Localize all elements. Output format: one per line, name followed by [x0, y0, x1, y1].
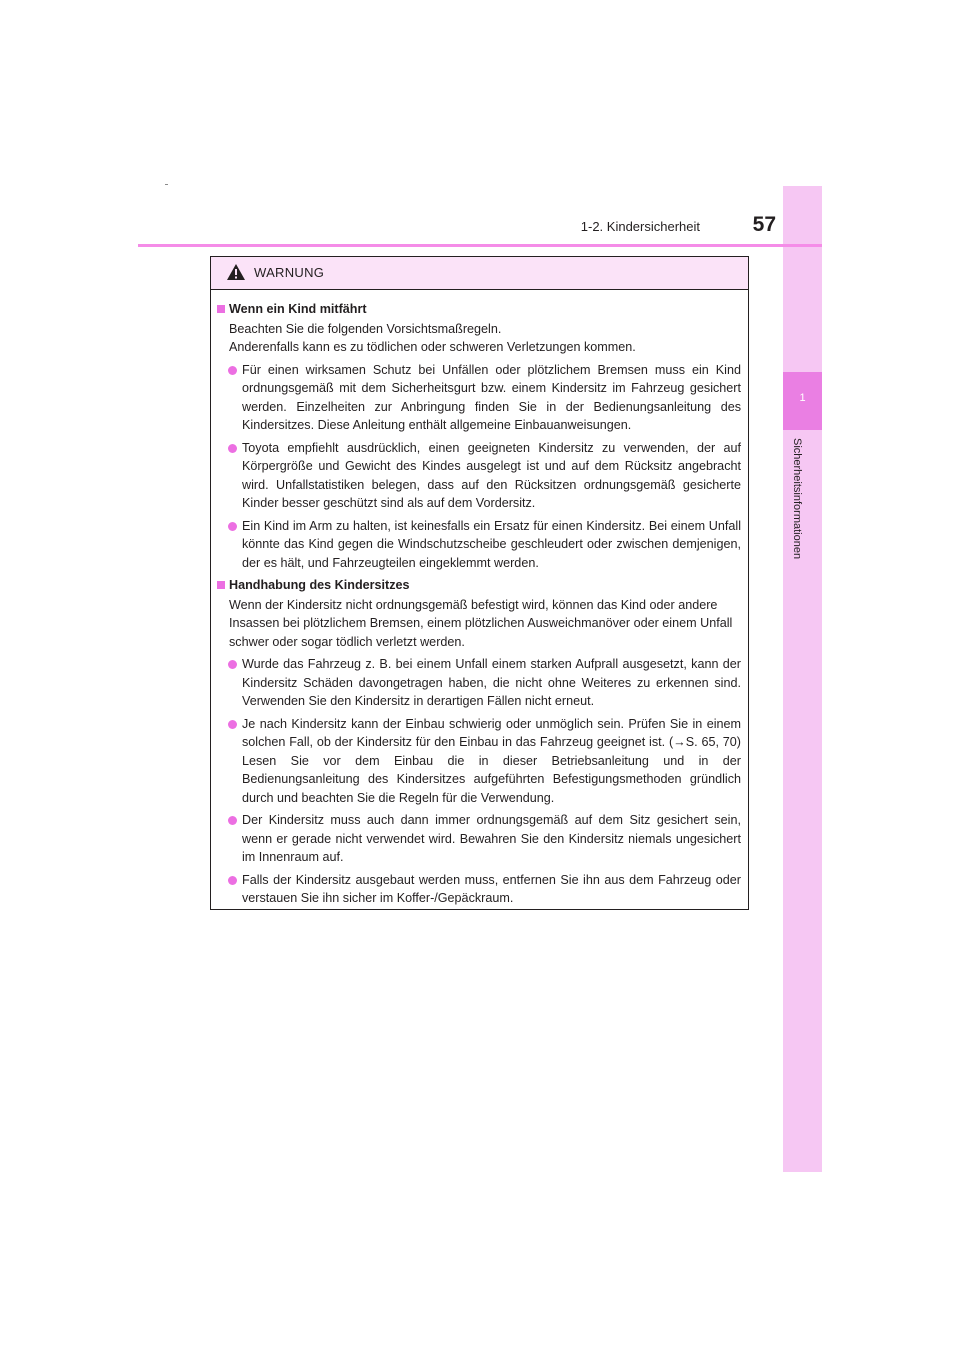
bullet-item — [217, 517, 741, 573]
round-bullet-icon — [228, 522, 237, 531]
intro-line: Beachten Sie die folgenden Vorsichtsmaßregeln. — [229, 321, 502, 336]
bullet-item — [217, 811, 741, 867]
bullet-text: Wurde das Fahrzeug z. B. bei einem Unfall einem starken Aufprall ausgesetzt, kann der Kindersitz Schäden davongetragen haben, die nicht ohne Weiteres zu erkennen sind. Verwenden Sie den Kindersitz in derartigen Fällen nicht erneut. — [242, 657, 741, 708]
page-number: 57 — [752, 213, 776, 236]
square-bullet-icon — [217, 581, 225, 589]
warning-header — [211, 257, 748, 290]
intro-line: Anderenfalls kann es zu tödlichen oder schweren Verletzungen kommen. — [229, 340, 636, 354]
bullet-text: Falls der Kindersitz ausgebaut werden muss, entfernen Sie ihn aus dem Fahrzeug oder verstauen Sie ihn sicher im Koffer-/Gepäckraum. — [242, 872, 741, 905]
intro-line: Wenn der Kindersitz nicht ordnungsgemäß befestigt wird, können das Kind oder andere Insassen bei plötzlichem Bremsen, einem plötzlichen Ausweichmanöver oder einem Unfall schwer oder sogar tödlich verletzt werden. — [229, 597, 733, 649]
section-heading — [217, 576, 741, 595]
bullet-item — [217, 655, 741, 711]
section-intro — [217, 596, 741, 652]
bullet-item — [217, 715, 741, 808]
section-intro — [217, 320, 741, 357]
section-heading — [217, 300, 741, 319]
bullet-text: Ein Kind im Arm zu halten, ist keinesfalls ein Ersatz für einen Kindersitz. Bei einem Unfall könnte das Kind gegen die Windschutzscheibe geschleudert oder zwischen demjenigen, der es hält, und Fahrzeugteilen eingeklemmt werden. — [242, 518, 741, 570]
warning-title: WARNUNG — [254, 265, 325, 280]
bullet-text: Für einen wirksamen Schutz bei Unfällen oder plötzlichem Bremsen muss ein Kind ordnungsgemäß mit dem Sicherheitsgurt bzw. einem Kindersitz im Fahrzeug gesichert werden. Einzelheiten zur Anbringung finden Sie in der Bedienungsanleitung des Kindersitzes. Diese Anleitung enthält allgemeine Einbauanweisungen. — [242, 362, 741, 432]
bullet-item — [217, 439, 741, 513]
round-bullet-icon — [228, 876, 237, 885]
header-section-title: 1-2. Kindersicherheit — [580, 219, 700, 234]
bullet-text: Der Kindersitz muss auch dann immer ordnungsgemäß auf dem Sitz gesichert sein, wenn er gerade nicht verwendet wird. Bewahren Sie den Kindersitz niemals ungesichert im Innenraum auf. — [242, 813, 741, 864]
bullet-text: Je nach Kindersitz kann der Einbau schwierig oder unmöglich sein. Prüfen Sie in einem solchen Fall, ob der Kindersitz für den Einbau in das Fahrzeug geeignet ist. (→S. 65, 70) Lesen Sie vor dem Einbau die in dieser Betriebsanleitung und in der Bedienungsanleitung des Kindersitzes aufgeführten Befestigungsmethoden gründlich durch und beachten Sie die Regeln für die Verwendung. — [242, 716, 741, 805]
bullet-item — [217, 871, 741, 908]
chapter-number: 1 — [799, 392, 806, 404]
warning-body — [211, 290, 748, 908]
round-bullet-icon — [228, 816, 237, 825]
section-heading-text: Handhabung des Kindersitzes — [229, 578, 410, 592]
round-bullet-icon — [228, 660, 237, 669]
page-top-mark — [165, 184, 168, 185]
section-heading-text: Wenn ein Kind mitfährt — [229, 302, 367, 316]
chapter-side-tab — [783, 186, 822, 1172]
chapter-title: Sicherheitsinformationen — [791, 438, 803, 560]
square-bullet-icon — [217, 305, 225, 313]
round-bullet-icon — [228, 444, 237, 453]
round-bullet-icon — [228, 720, 237, 729]
warning-triangle-icon — [226, 263, 246, 281]
warning-box — [210, 256, 749, 910]
round-bullet-icon — [228, 366, 237, 375]
bullet-text: Toyota empfiehlt ausdrücklich, einen geeigneten Kindersitz zu verwenden, der auf Körpergröße und Gewicht des Kindes ausgelegt ist und auf dem Rücksitz angebracht wird. Unfallstatistiken belegen, dass auf den Rücksitzen ordnungsgemäß gesicherte Kinder besser geschützt sind als auf dem Vordersitz. — [242, 440, 741, 510]
bullet-item — [217, 361, 741, 435]
header-rule — [138, 244, 822, 247]
